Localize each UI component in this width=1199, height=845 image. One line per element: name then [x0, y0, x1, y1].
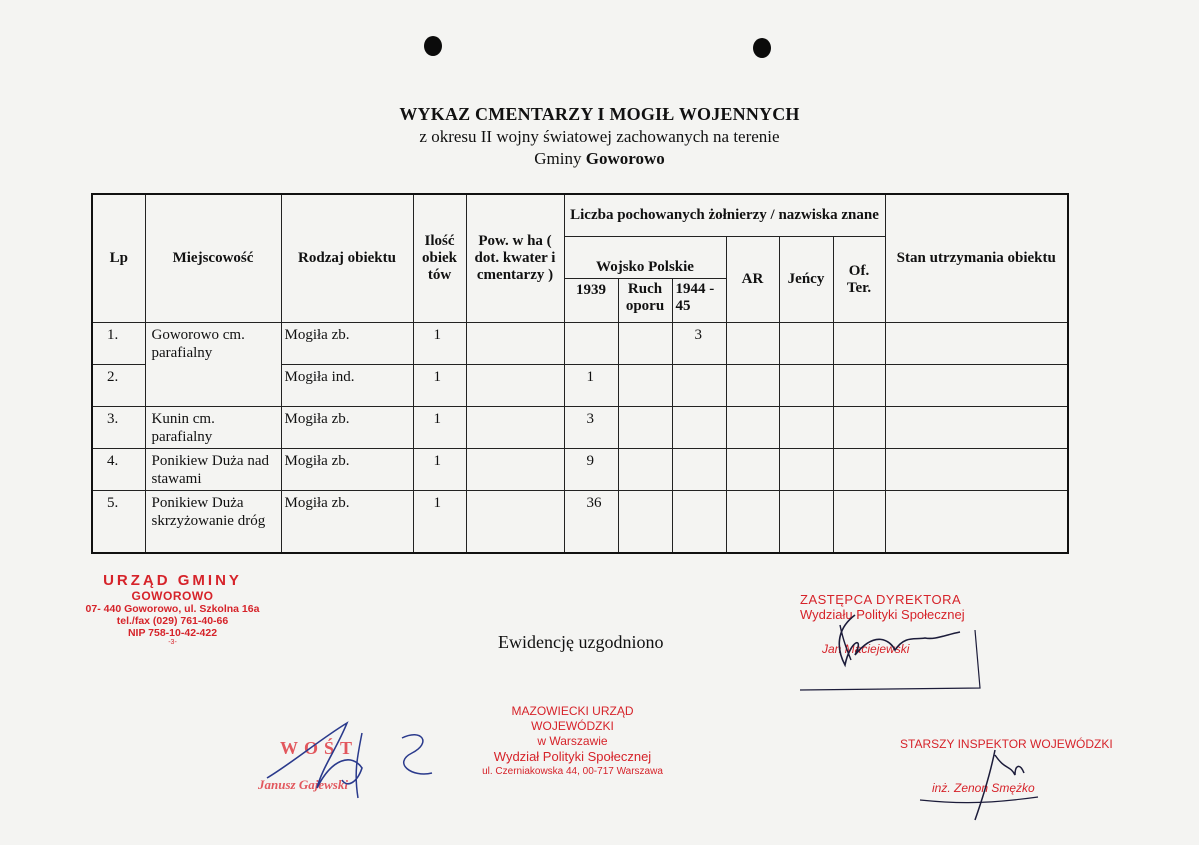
cell-ruch-oporu: [618, 449, 672, 491]
stamp-gmina-nip: NIP 758-10-42-422: [127, 627, 218, 639]
stamp-wost-name: Janusz Gajewski: [258, 777, 348, 792]
stamp-gmina-phone: tel./fax (029) 761-40-66: [116, 615, 229, 627]
table-row: [92, 323, 1068, 365]
cell-miejscowosc: Ponikiew Duża nad stawami: [145, 449, 281, 491]
cell-stan: [885, 407, 1068, 449]
cemetery-register-table: [91, 193, 1069, 554]
cell-lp: 4.: [92, 449, 145, 491]
punch-hole-left: [424, 36, 442, 56]
cell-rodzaj: Mogiła zb.: [281, 323, 413, 365]
gmina-prefix: Gminy: [534, 149, 582, 168]
header-liczba-pochowanych: Liczba pochowanych żołnierzy / nazwiska znane: [564, 194, 885, 237]
stamp-zast-title: ZASTĘPCA DYREKTORA: [800, 592, 962, 607]
cell-ruch-oporu: [618, 407, 672, 449]
header-ilosc-obiektow: Ilość obiek tów: [413, 194, 466, 323]
table-row: [92, 491, 1068, 553]
gmina-line: [0, 149, 1199, 169]
document-title: WYKAZ CMENTARZY I MOGIŁ WOJENNYCH: [399, 104, 800, 124]
header-ar: AR: [726, 237, 779, 323]
cell-ruch-oporu: [618, 365, 672, 407]
cell-pow: [466, 407, 564, 449]
header-ruch-oporu: Ruch oporu: [618, 279, 672, 323]
stamp-zast-name: Jan Maciejewski: [822, 642, 910, 656]
cell-of-ter: [833, 365, 885, 407]
table-row: [92, 407, 1068, 449]
cell-ilosc: 1: [413, 365, 466, 407]
stamp-woj-title: MAZOWIECKI URZĄD WOJEWÓDZKI: [511, 704, 634, 733]
stamp-gmina-code: -3-: [168, 639, 177, 646]
cell-miejscowosc: Ponikiew Duża skrzyżowanie dróg: [145, 491, 281, 553]
stamp-woj-address: ul. Czerniakowska 44, 00-717 Warszawa: [482, 766, 663, 777]
cell-ar: [726, 365, 779, 407]
gmina-name: Goworowo: [585, 149, 665, 168]
header-miejscowosc: Miejscowość: [145, 194, 281, 323]
cell-stan: [885, 449, 1068, 491]
stamp-woj-department: Wydział Polityki Społecznej: [493, 749, 652, 764]
cell-pow: [466, 323, 564, 365]
cell-ruch-oporu: [618, 323, 672, 365]
header-of-ter: Of. Ter.: [833, 237, 885, 323]
cell-lp: 5.: [92, 491, 145, 553]
cell-jency: [779, 323, 833, 365]
stamp-woj-city: w Warszawie: [537, 734, 608, 748]
cell-miejscowosc: Kunin cm. parafialny: [145, 407, 281, 449]
cell-1944-45: [672, 407, 726, 449]
cell-pow: [466, 491, 564, 553]
stamp-gmina-title: URZĄD GMINY: [103, 572, 242, 589]
cell-rodzaj: Mogiła ind.: [281, 365, 413, 407]
cell-of-ter: [833, 449, 885, 491]
document-subtitle: z okresu II wojny światowej zachowanych na terenie: [419, 127, 780, 146]
cell-ar: [726, 449, 779, 491]
stamp-urzad-wojewodzki: [470, 704, 675, 779]
cell-1939: 3: [564, 407, 618, 449]
stamp-urzad-gminy: [70, 572, 275, 646]
cell-1939: [564, 323, 618, 365]
cell-1944-45: 3: [672, 323, 726, 365]
header-wojsko-polskie: Wojsko Polskie: [564, 237, 726, 279]
stamp-gmina-name: GOWOROWO: [131, 589, 214, 603]
cell-ar: [726, 491, 779, 553]
cell-jency: [779, 407, 833, 449]
cell-1944-45: [672, 449, 726, 491]
cell-1939: 9: [564, 449, 618, 491]
stamp-insp-name: inż. Zenon Smężko: [932, 781, 1035, 795]
cell-1944-45: [672, 491, 726, 553]
stamp-insp-title: STARSZY INSPEKTOR WOJEWÓDZKI: [900, 737, 1113, 751]
header-1944-45: 1944 - 45: [672, 279, 726, 323]
table-row: [92, 449, 1068, 491]
cell-1939: 1: [564, 365, 618, 407]
signature-inspektor: [920, 745, 1040, 835]
cell-of-ter: [833, 323, 885, 365]
header-rodzaj-obiektu: Rodzaj obiektu: [281, 194, 413, 323]
cell-jency: [779, 449, 833, 491]
cell-ar: [726, 323, 779, 365]
header-1939: 1939: [564, 279, 618, 323]
header-jency: Jeńcy: [779, 237, 833, 323]
cell-lp: 1.: [92, 323, 145, 365]
signature-maciejewski: [795, 610, 995, 700]
header-lp: Lp: [92, 194, 145, 323]
cell-ilosc: 1: [413, 323, 466, 365]
cell-stan: [885, 365, 1068, 407]
cell-stan: [885, 491, 1068, 553]
signature-gajewski: [262, 718, 452, 803]
cell-pow: [466, 365, 564, 407]
cell-rodzaj: Mogiła zb.: [281, 491, 413, 553]
cell-lp: 2.: [92, 365, 145, 407]
cell-ruch-oporu: [618, 491, 672, 553]
header-stan-utrzymania: Stan utrzymania obiektu: [885, 194, 1068, 323]
cell-1939: 36: [564, 491, 618, 553]
cell-of-ter: [833, 407, 885, 449]
approval-text: Ewidencję uzgodniono: [498, 632, 664, 652]
document-header: [0, 104, 1199, 169]
cell-jency: [779, 365, 833, 407]
stamp-zast-department: Wydziału Polityki Społecznej: [800, 607, 965, 622]
cell-lp: 3.: [92, 407, 145, 449]
header-powierzchnia: Pow. w ha ( dot. kwater i cmentarzy ): [466, 194, 564, 323]
cell-jency: [779, 491, 833, 553]
stamp-gmina-address: 07- 440 Goworowo, ul. Szkolna 16a: [85, 603, 260, 615]
cell-miejscowosc: Goworowo cm. parafialny: [145, 323, 281, 407]
cell-rodzaj: Mogiła zb.: [281, 407, 413, 449]
cell-rodzaj: Mogiła zb.: [281, 449, 413, 491]
cell-stan: [885, 323, 1068, 365]
cell-ar: [726, 407, 779, 449]
cell-pow: [466, 449, 564, 491]
cell-1944-45: [672, 365, 726, 407]
cell-of-ter: [833, 491, 885, 553]
stamp-wost-title: WOŚT: [280, 738, 359, 758]
cell-ilosc: 1: [413, 449, 466, 491]
cell-ilosc: 1: [413, 491, 466, 553]
punch-hole-right: [753, 38, 771, 58]
cell-ilosc: 1: [413, 407, 466, 449]
